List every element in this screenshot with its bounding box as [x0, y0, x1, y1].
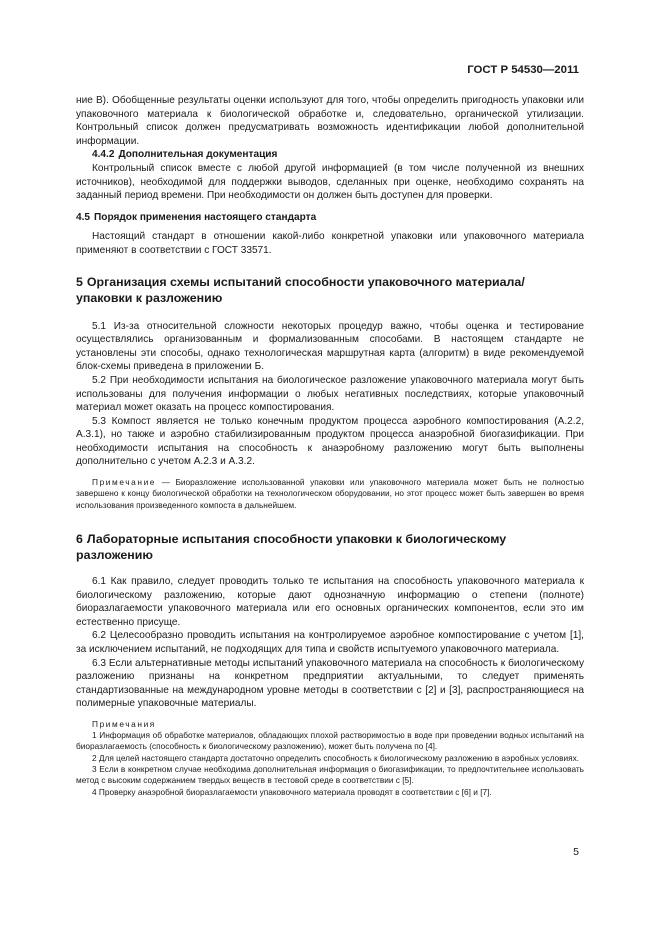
section-title: Организация схемы испытаний способности упаковочного материала/ упаковки к разложению	[76, 274, 525, 305]
note-item: 3 Если в конкретном случае необходима дополнительная информация о биогазификации, то предпочтительнее использовать метод с высоким содержанием твердых веществ в тестовой среде в соответствии с [5].	[76, 764, 584, 786]
document-header: ГОСТ Р 54530—2011	[467, 64, 579, 76]
section-4-5-text: Настоящий стандарт в отношении какой-либо конкретной упаковки или упаковочного материала применяют в соответствии с ГОСТ 33571.	[76, 231, 584, 256]
section-6-notes-label	[76, 719, 584, 730]
section-6-1-text: 6.1 Как правило, следует проводить только те испытания на способность упаковочного материала к биологическому разложению, которые дают однозначную информацию о степени (полноте) биоразлагаемости упаковочного материала или его основных органических компонентов, если это им естественно присуще.	[76, 575, 584, 628]
notes-label: Примечания	[92, 718, 156, 729]
section-title: Порядок применения настоящего стандарта	[94, 211, 317, 223]
page-content	[76, 94, 584, 798]
section-6-2-text: 6.2 Целесообразно проводить испытания на контролируемое аэробное компостирование с учетом [1], за исключением испытаний, не подходящих для типа и свойств испытуемого упаковочного материала.	[76, 630, 584, 655]
note-item: 4 Проверку анаэробной биоразлагаемости упаковочного материала проводят в соответствии с [6] и [7].	[92, 786, 492, 797]
page-number: 5	[573, 846, 579, 858]
section-5-2-text: 5.2 При необходимости испытания на биологическое разложение упаковочного материала могут быть использованы для получения информации о любых негативных последствиях, которые упаковочный материал может оказать на процесс компостирования.	[76, 374, 584, 414]
section-5-1-text: 5.1 Из-за относительной сложности некоторых процедур важно, чтобы оценка и тестирование осуществлялись организованным и формализованным способами. В настоящем стандарте не установлены эти способы, однако технологическая маршрутная карта (алгоритм) в виде рекомендуемой блок-схемы приведена в приложении Б.	[76, 320, 584, 373]
note-item: 1 Информация об обработке материалов, обладающих плохой растворимостью в воде при проведении водных испытаний на биоразлагаемость (способность к биологическому разложению), может быть получена по [4].	[76, 730, 584, 752]
section-number: 4.5	[76, 211, 91, 223]
section-5-3-text: 5.3 Компост является не только конечным продуктом процесса аэробного компостирования (А.2.2, А.3.1), но также и аэробно стабилизированным продуктом процесса анаэробной биогазификации. При необходимости испытания на способность к анаэробному разложению могут быть выполнены дополнительно с учетом А.2.3 и А.3.2.	[76, 415, 584, 468]
section-number: 5	[76, 274, 83, 289]
section-number: 6	[76, 531, 83, 546]
section-title: Лабораторные испытания способности упаковки к биологическому разложению	[76, 531, 507, 562]
intro-paragraph: ние В). Обобщенные результаты оценки используют для того, чтобы определить пригодность упаковки или упаковочного материала к биологической обработке и, следовательно, органической утилизации. Контрольный список должен предусматривать возможность идентификации любой дополнительной информации.	[76, 95, 584, 147]
note-text: — Биоразложение использованной упаковки или упаковочного материала может быть не полностью завершено к концу биологической обработки на технологическом оборудовании, но этот процесс может быть завершен во время использования произведенного компоста в дальнейшем.	[76, 477, 584, 510]
section-number: 4.4.2	[92, 149, 115, 161]
section-6-3-text: 6.3 Если альтернативные методы испытаний упаковочного материала на способность к биологическому разложению признаны на конкретном предприятии актуальными, то следует применять стандартизованные на международном уровне методы в соответствии с [2] и [3], распространяющиеся на полимерные упаковочные материалы.	[76, 657, 584, 710]
section-5-heading	[76, 274, 584, 306]
note-label: Примечание	[92, 477, 157, 488]
section-6-heading	[76, 531, 584, 563]
note-item: 2 Для целей настоящего стандарта достаточно определить способность к биологическому разложению в аэробных условиях.	[92, 752, 580, 763]
section-title: Дополнительная документация	[118, 149, 278, 161]
section-4-5-heading	[76, 211, 584, 225]
section-4-4-2-heading	[92, 148, 584, 162]
section-5-note	[76, 477, 584, 511]
section-4-4-2-text: Контрольный список вместе с любой другой информацией (в том числе полученной из внешних источников), необходимой для поддержки выводов, сделанных при оценке, необходимо сохранять на заданный период времени. При необходимости он должен быть доступен для проверки.	[76, 162, 584, 202]
